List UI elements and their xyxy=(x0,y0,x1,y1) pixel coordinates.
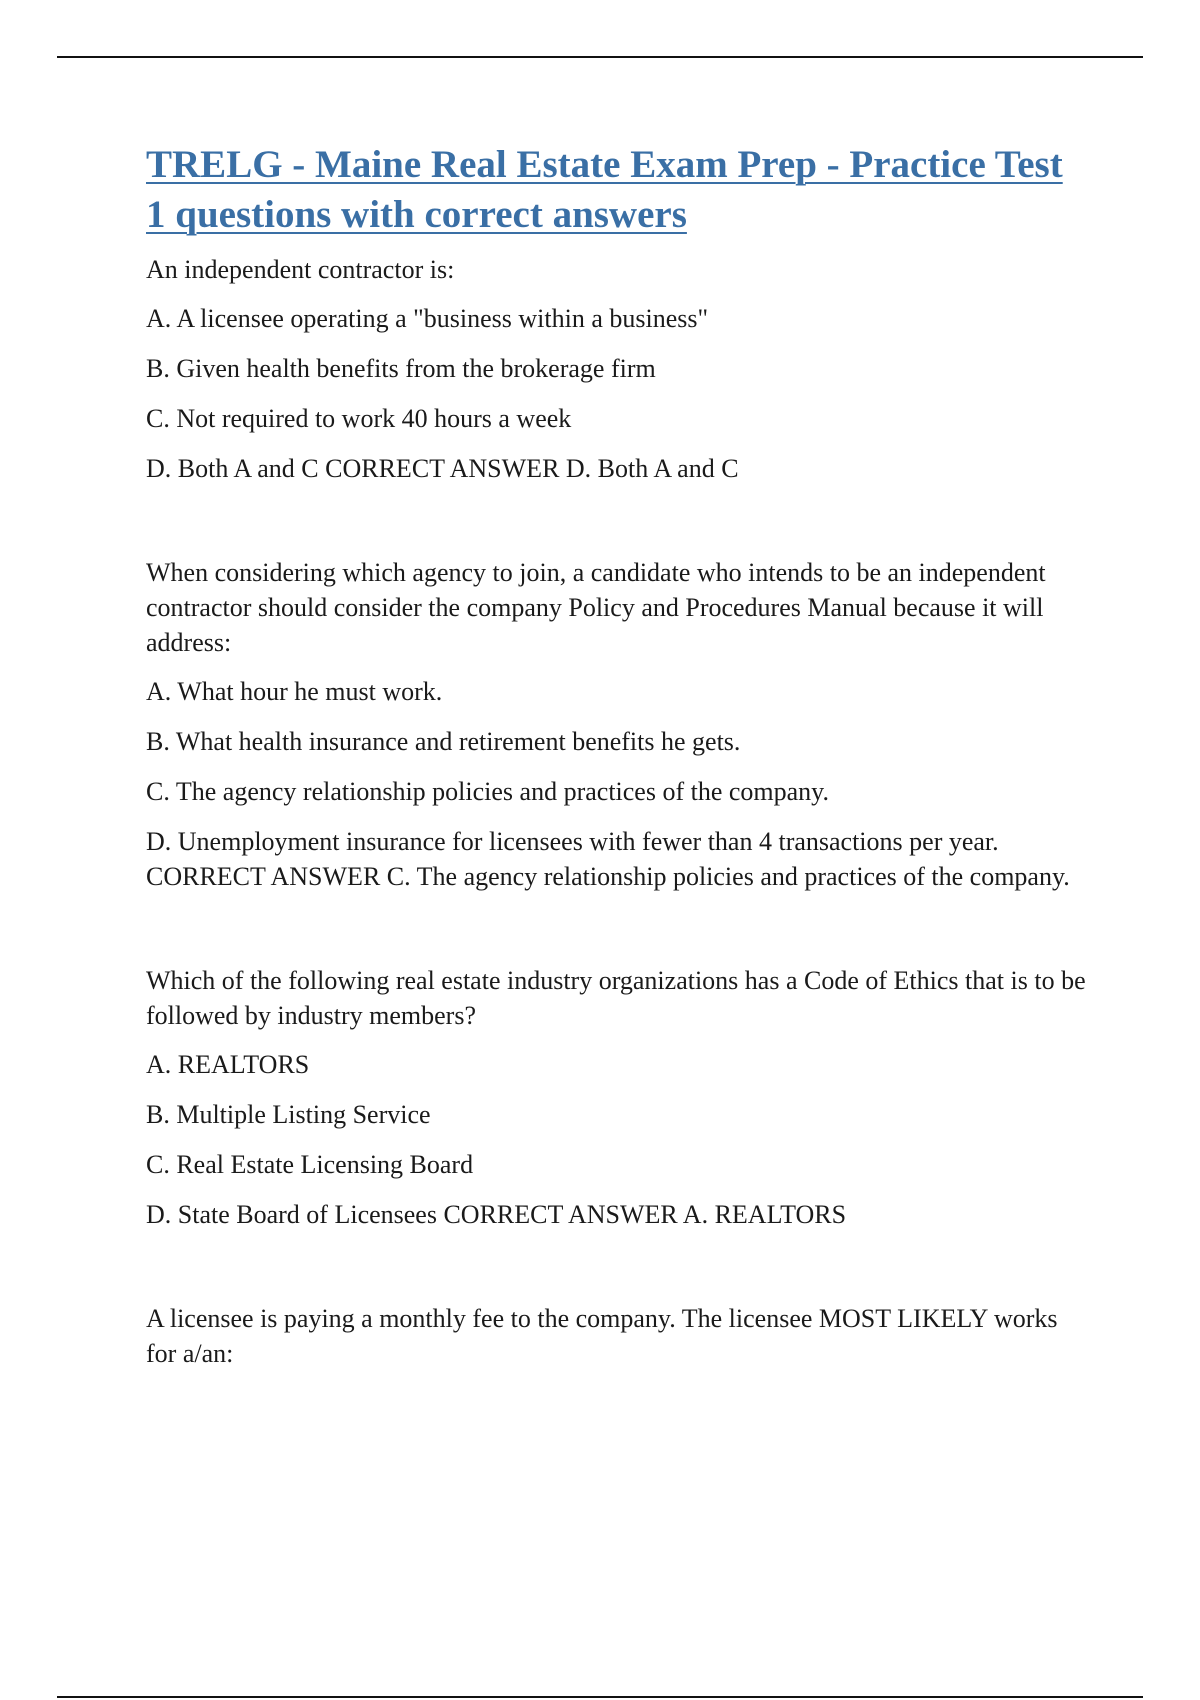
spacer xyxy=(146,909,1086,963)
question-block-3 xyxy=(146,963,1086,1232)
answer-options xyxy=(146,674,1086,894)
question-text: Which of the following real estate industry organizations has a Code of Ethics that is to be followed by industry members? xyxy=(146,966,1086,1030)
answer-option-c: C. Not required to work 40 hours a week xyxy=(146,404,572,433)
answer-option-b: B. Given health benefits from the brokerage firm xyxy=(146,354,656,383)
answer-option-c: C. Real Estate Licensing Board xyxy=(146,1150,474,1179)
question-text: When considering which agency to join, a candidate who intends to be an independent contractor should consider the company Policy and Procedures Manual because it will address: xyxy=(146,558,1046,657)
answer-option-c: C. The agency relationship policies and practices of the company. xyxy=(146,777,829,806)
question-block-1 xyxy=(146,252,1086,486)
answer-option-a: A. REALTORS xyxy=(146,1050,310,1079)
answer-options xyxy=(146,301,1086,486)
document-title: TRELG - Maine Real Estate Exam Prep - Practice Test 1 questions with correct answers xyxy=(146,143,1063,236)
answer-options xyxy=(146,1047,1086,1232)
spacer xyxy=(146,1247,1086,1301)
answer-option-a: A. What hour he must work. xyxy=(146,677,443,706)
spacer xyxy=(146,501,1086,555)
question-block-4 xyxy=(146,1301,1086,1371)
question-text: A licensee is paying a monthly fee to the company. The licensee MOST LIKELY works for a/an: xyxy=(146,1304,1058,1368)
question-block-2 xyxy=(146,555,1086,894)
answer-option-b: B. What health insurance and retirement benefits he gets. xyxy=(146,727,741,756)
answer-option-d: D. State Board of Licensees CORRECT ANSWER A. REALTORS xyxy=(146,1200,847,1229)
answer-option-b: B. Multiple Listing Service xyxy=(146,1100,431,1129)
bottom-rule xyxy=(57,1696,1143,1698)
answer-option-a: A. A licensee operating a "business within a business" xyxy=(146,304,709,333)
answer-option-d: D. Unemployment insurance for licensees with fewer than 4 transactions per year. CORRECT ANSWER C. The agency relationship policies and practices of the company. xyxy=(146,827,1070,891)
answer-option-d: D. Both A and C CORRECT ANSWER D. Both A and C xyxy=(146,454,739,483)
top-rule xyxy=(57,56,1143,58)
question-text: An independent contractor is: xyxy=(146,255,455,284)
document-body xyxy=(146,140,1086,1385)
